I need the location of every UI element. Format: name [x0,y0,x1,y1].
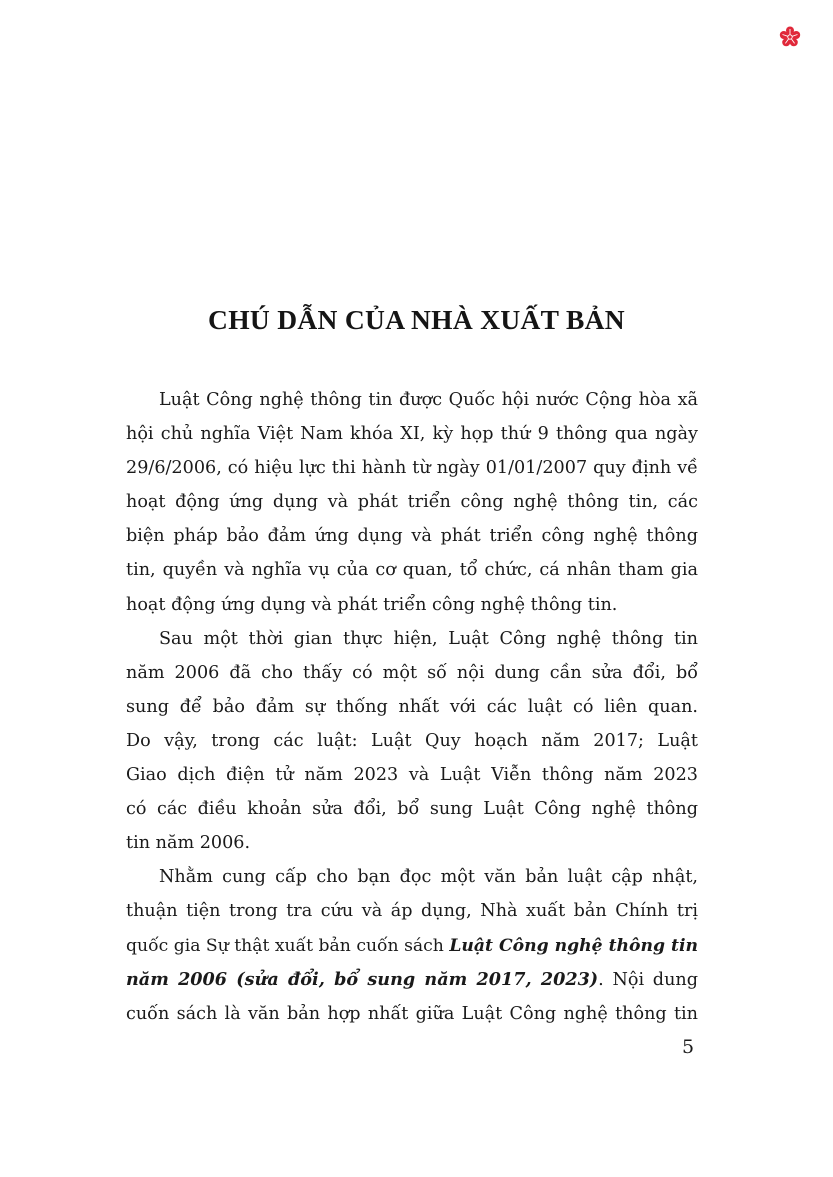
plain-text: . Nội dung [598,969,698,990]
paragraph-1-line: biện pháp bảo đảm ứng dụng và phát triển công nghệ thông [126,526,698,547]
book-title-bold-italic: năm 2006 (sửa đổi, bổ sung năm 2017, 2023) [126,968,599,990]
paragraph-2-line: tin năm 2006. [126,833,251,854]
page-title: CHÚ DẪN CỦA NHÀ XUẤT BẢN [208,304,625,335]
paragraph-3-line: thuận tiện trong tra cứu và áp dụng, Nhà xuất bản Chính trị [126,901,698,922]
paragraph-1-line: Luật Công nghệ thông tin được Quốc hội nước Cộng hòa xã [159,390,698,410]
paragraph-1-line: hoạt động ứng dụng và phát triển công nghệ thông tin. [126,594,618,615]
page-number: 5 [682,1036,695,1058]
paragraph-1-line: hoạt động ứng dụng và phát triển công nghệ thông tin, các [126,492,698,513]
book-title-bold-italic: Luật Công nghệ thông tin [449,935,698,956]
paragraph-2-line: Sau một thời gian thực hiện, Luật Công nghệ thông tin [159,628,698,649]
paragraph-1-line: hội chủ nghĩa Việt Nam khóa XI, kỳ họp thứ 9 thông qua ngày [126,424,698,445]
flower-ornament-icon [779,26,801,48]
paragraph-3-line [126,963,698,997]
paragraph-1-line: 29/6/2006, có hiệu lực thi hành từ ngày 01/01/2007 quy định về [126,458,698,479]
paragraph-3-line: Nhằm cung cấp cho bạn đọc một văn bản luật cập nhật, [159,867,698,888]
paragraph-2-line: năm 2006 đã cho thấy có một số nội dung cần sửa đổi, bổ [126,662,698,683]
body-text [126,383,698,1031]
paragraph-1-line: tin, quyền và nghĩa vụ của cơ quan, tổ chức, cá nhân tham gia [126,560,698,581]
paragraph-2-line: Giao dịch điện tử năm 2023 và Luật Viễn thông năm 2023 [126,765,698,786]
paragraph-2-line: Do vậy, trong các luật: Luật Quy hoạch năm 2017; Luật [126,730,698,751]
paragraph-2-line: sung để bảo đảm sự thống nhất với các luật có liên quan. [126,696,698,717]
paragraph-3-line: cuốn sách là văn bản hợp nhất giữa Luật Công nghệ thông tin [126,1003,698,1024]
paragraph-2-line: có các điều khoản sửa đổi, bổ sung Luật Công nghệ thông [126,799,698,820]
plain-text: quốc gia Sự thật xuất bản cuốn sách [126,935,450,956]
paragraph-3-line [126,929,698,963]
